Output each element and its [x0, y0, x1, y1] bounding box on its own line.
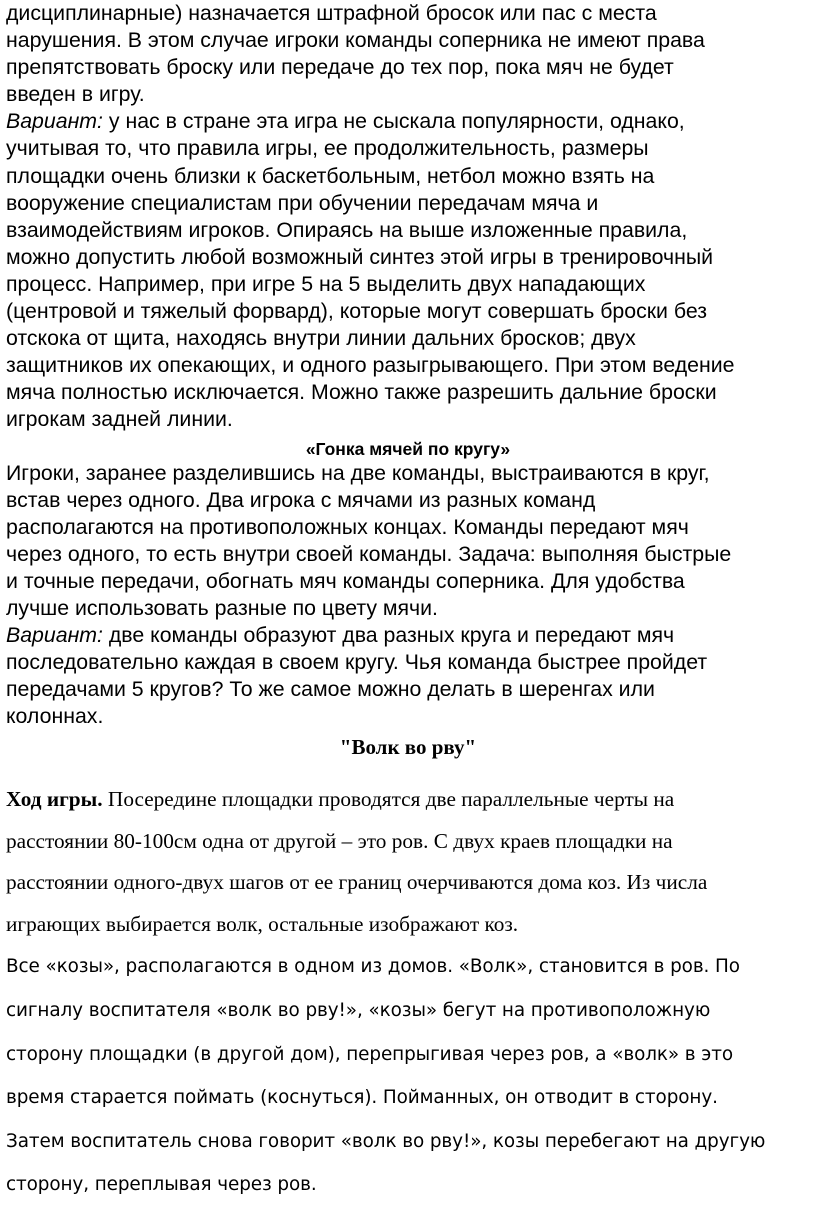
text-line [6, 622, 810, 649]
text-line: сигналу воспитателя «волк во рву!», «козы» бегут на противоположную [6, 1000, 711, 1022]
text-line: защитников их опекающих, и одного разыгрывающего. При этом ведение [6, 353, 735, 378]
text-line: встав через одного. Два игрока с мячами из разных команд [6, 487, 596, 512]
section-heading-ball-race: «Гонка мячей по кругу» [305, 438, 511, 459]
text-line: расстоянии одного-двух шагов от ее границ очерчиваются дома коз. Из числа [6, 870, 708, 895]
text-line: нарушения. В этом случае игроки команды соперника не имеют права [6, 28, 705, 53]
text-line: дисциплинарные) назначается штрафной бросок или пас с места [6, 1, 657, 25]
paragraph-ball-race-variant [6, 622, 810, 730]
game-progress-label: Ход игры. [6, 787, 103, 812]
text-line: через одного, то есть внутри своей команды. Задача: выполняя быстрые [6, 541, 732, 566]
text-line: учитывая то, что правила игры, ее продолжительность, размеры [6, 136, 649, 161]
text-line: сторону площадки (в другой дом), перепрыгивая через ров, а «волк» в это [6, 1043, 734, 1065]
text-line: лучше использовать разные по цвету мячи. [6, 595, 438, 620]
text-line: площадки очень близки к баскетбольным, нетбол можно взять на [6, 163, 655, 188]
text-line: Игроки, заранее разделившись на две команды, выстраиваются в круг, [6, 460, 710, 485]
text-line: отскока от щита, находясь внутри линии дальних бросков; двух [6, 326, 636, 351]
text-line: передачами 5 кругов? То же самое можно делать в шеренгах или [6, 677, 655, 702]
section-heading-wolf-in-ditch: "Волк во рву" [339, 735, 477, 760]
text-line: мяча полностью исключается. Можно также разрешить дальние броски [6, 380, 717, 405]
text-line: и точные передачи, обогнать мяч команды соперника. Для удобства [6, 568, 685, 593]
paragraph-wolf-game-rules [6, 945, 810, 1207]
text-line: можно допустить любой возможный синтез этой игры в тренировочный [6, 244, 714, 269]
text-line: Затем воспитатель снова говорит «волк во рву!», козы перебегают на другую [6, 1130, 766, 1152]
text-line: взаимодействиям игроков. Опираясь на выше изложенные правила, [6, 217, 688, 242]
text-line: расстоянии 80-100см одна от другой – это ров. С двух краев площадки на [6, 828, 673, 853]
paragraph-wolf-game-progress [6, 779, 810, 945]
text-line: время старается поймать (коснуться). Пойманных, он отводит в сторону. [6, 1087, 718, 1109]
text-line: располагаются на противоположных концах. Команды передают мяч [6, 514, 689, 539]
paragraph-ball-race [6, 460, 810, 623]
text-line: Все «козы», располагаются в одном из домов. «Волк», становится в ров. По [6, 956, 740, 978]
variant-label: Вариант: [6, 623, 103, 648]
text-line: колоннах. [6, 704, 104, 729]
text-line: введен в игру. [6, 82, 145, 107]
paragraph-netball-rules [6, 0, 810, 108]
text-line: сторону, переплывая через ров. [6, 1174, 317, 1196]
text-line: игрокам задней линии. [6, 407, 233, 432]
text-fragment: две команды образуют два разных круга и передают мяч [102, 623, 675, 648]
text-line [6, 779, 810, 821]
text-line: играющих выбирается волк, остальные изображают коз. [6, 911, 519, 936]
text-fragment: Посередине площадки проводятся две параллельные черты на [102, 787, 675, 812]
text-fragment: у нас в стране эта игра не сыскала популярности, однако, [102, 109, 685, 134]
text-line: препятствовать броску или передаче до тех пор, пока мяч не будет [6, 55, 674, 80]
text-line: последовательно каждая в своем кругу. Чья команда быстрее пройдет [6, 650, 708, 675]
text-line: вооружение специалистам при обучении передачам мяча и [6, 190, 599, 215]
paragraph-netball-variant [6, 108, 810, 433]
variant-label: Вариант: [6, 109, 103, 134]
text-line: (центровой и тяжелый форвард), которые могут совершать броски без [6, 299, 707, 324]
text-line [6, 108, 810, 135]
text-line: процесс. Например, при игре 5 на 5 выделить двух нападающих [6, 271, 646, 296]
